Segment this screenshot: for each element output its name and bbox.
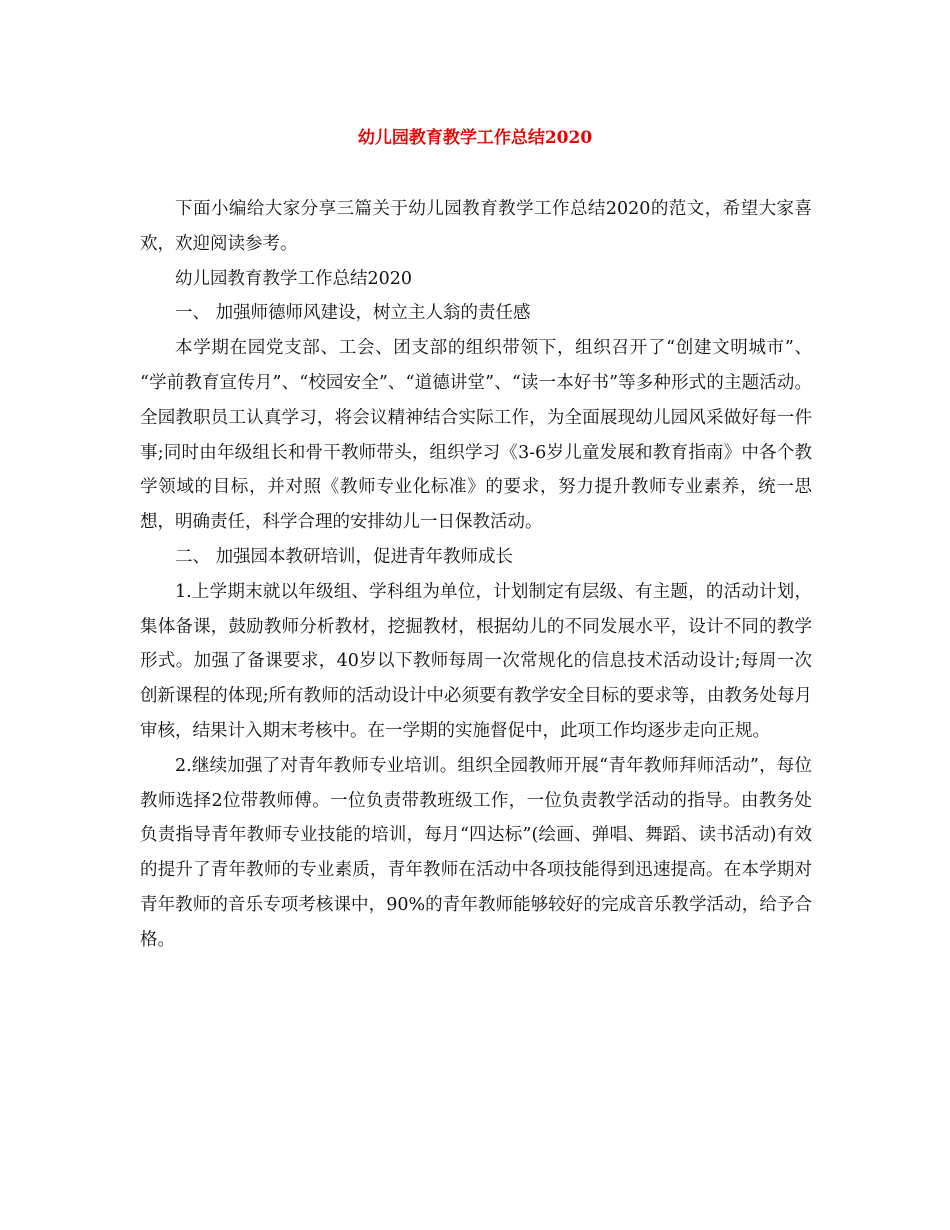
document-body: [140, 192, 812, 958]
paragraph-section-1: 本学期在园党支部、工会、团支部的组织带领下，组织召开了“创建文明城市”、 “学前教育宣传月”、“校园安全”、“道德讲堂”、“读一本好书”等多种形式的主题活动。全园教职员工认真学习，将会议精神结合实际工作，为全面展现幼儿园风采做好每一件事;同时由年级组长和骨干教师带头，组织学习《3-6岁儿童发展和教育指南》中各个教学领域的目标，并对照《教师专业化标准》的要求，努力提升教师专业素养，统一思想，明确责任，科学合理的安排幼儿一日保教活动。: [140, 338, 812, 533]
paragraph-intro: 下面小编给大家分享三篇关于幼儿园教育教学工作总结2020的范文，希望大家喜欢，欢迎阅读参考。: [140, 199, 812, 254]
document-title: 幼儿园教育教学工作总结2020: [357, 128, 593, 148]
paragraph-item-2: 2.继续加强了对青年教师专业培训。组织全园教师开展“青年教师拜师活动”，每位教师选择2位带教师傅。一位负责带教班级工作，一位负责教学活动的指导。由教务处负责指导青年教师专业技能的培训，每月“四达标”(绘画、弹唱、舞蹈、读书活动)有效的提升了青年教师的专业素质，青年教师在活动中各项技能得到迅速提高。在本学期对青年教师的音乐专项考核课中，90%的青年教师能够较好的完成音乐教学活动，给予合格。: [140, 755, 812, 950]
section-heading-1: 一、 加强师德师风建设，树立主人翁的责任感: [175, 303, 531, 324]
section-heading-2: 二、 加强园本教研培训，促进青年教师成长: [175, 546, 514, 567]
paragraph-item-1: 1.上学期末就以年级组、学科组为单位，计划制定有层级、有主题，的活动计划，集体备课，鼓励教师分析教材，挖掘教材，根据幼儿的不同发展水平，设计不同的教学形式。加强了备课要求，40岁以下教师每周一次常规化的信息技术活动设计;每周一次创新课程的体现;所有教师的活动设计中必须要有教学安全目标的要求等，由教务处每月审核，结果计入期末考核中。在一学期的实施督促中，此项工作均逐步走向正规。: [140, 581, 812, 741]
paragraph-subtitle: 幼儿园教育教学工作总结2020: [175, 268, 413, 289]
